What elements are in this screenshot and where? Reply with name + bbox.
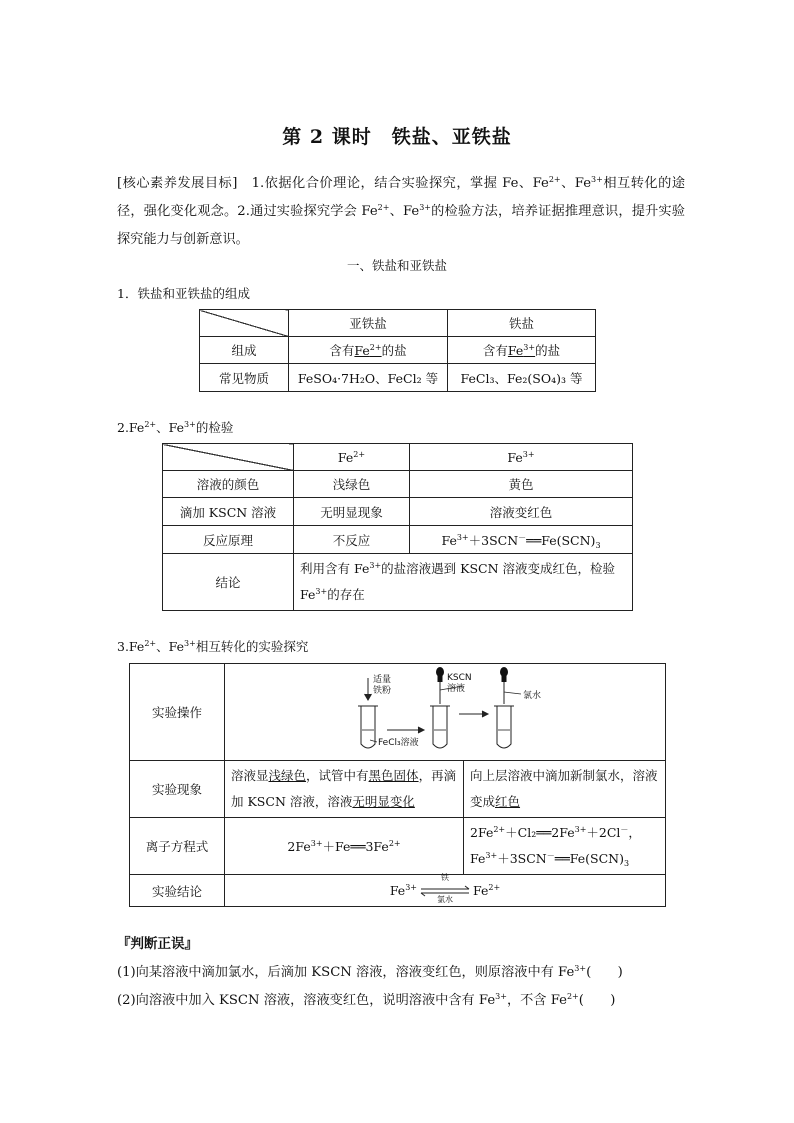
- reversible-arrow: [417, 873, 473, 905]
- heading-text: 、Fe: [156, 420, 185, 435]
- ion-charge: 3+: [184, 420, 196, 429]
- heading-text: 3.Fe: [117, 639, 145, 654]
- equation-text: 2Fe: [287, 839, 311, 854]
- heading-text: 的检验: [195, 420, 234, 435]
- ion-charge: 3+: [522, 449, 535, 459]
- arrow-label-bottom: 氯水: [437, 895, 453, 905]
- row-label: 滴加 KSCN 溶液: [163, 498, 294, 526]
- ion-symbol: Fe: [473, 882, 489, 898]
- equation-text: ＋Fe══3Fe: [322, 839, 389, 854]
- row-label: 实验结论: [130, 875, 225, 907]
- subheading-1: 1．铁盐和亚铁盐的组成: [117, 286, 250, 301]
- cell-text: 的盐: [535, 343, 561, 358]
- cell-text: 溶液显: [231, 768, 269, 783]
- judge-heading: 『判断正误』: [117, 936, 198, 952]
- table-cell: [225, 875, 666, 907]
- row-label: 溶液的颜色: [163, 471, 294, 498]
- cell-text: 含有: [329, 343, 355, 358]
- ion-charge: 3+: [574, 964, 587, 973]
- ion-symbol: Fe: [337, 449, 354, 465]
- table-cell: [294, 554, 633, 611]
- ion-charge: 2+: [493, 825, 506, 834]
- ion-charge: 3+: [591, 175, 603, 184]
- row-label: 反应原理: [163, 526, 294, 554]
- equation-text: ＋Cl₂══2Fe: [505, 825, 575, 840]
- row-label: 常见物质: [200, 364, 289, 392]
- equation-text: ══Fe(SCN): [526, 532, 596, 548]
- table-cell: 黄色: [410, 471, 633, 498]
- heading-text: 2.Fe: [117, 420, 145, 435]
- cell-text: 向上层溶液中滴加新制氯水，溶液变成: [470, 768, 658, 809]
- table-corner: [163, 444, 294, 471]
- ion-charge: －: [620, 825, 629, 834]
- test-tube-1: [361, 706, 375, 748]
- ion-charge: 3+: [574, 825, 587, 834]
- subscript: 3: [595, 540, 601, 550]
- ion-charge: 2+: [388, 839, 401, 848]
- table-cell: [464, 818, 666, 875]
- heading-text: 、Fe: [156, 639, 185, 654]
- table-header: 亚铁盐: [289, 310, 448, 337]
- table-cell: 溶液变红色: [410, 498, 633, 526]
- equation-text: Fe: [441, 532, 457, 548]
- label-kscn-1: KSCN: [447, 673, 472, 683]
- ion-symbol: Fe: [354, 343, 370, 358]
- goal-text: 、Fe: [560, 176, 592, 191]
- table-cell: [410, 526, 633, 554]
- goal-text: 相互转化的途径，强化变化观念。2.通过实验探究学会 Fe: [117, 176, 686, 219]
- table-cell: [225, 818, 464, 875]
- table-cell: [225, 761, 464, 818]
- test-tube-3: [497, 706, 511, 748]
- row-label: 结论: [163, 554, 294, 611]
- ion-charge: 3+: [456, 532, 469, 542]
- section-heading: 一、铁盐和亚铁盐: [346, 258, 447, 273]
- ion-charge: 2+: [144, 639, 157, 648]
- equation-text: ══Fe(SCN): [554, 851, 624, 866]
- answer-fill: [354, 343, 381, 358]
- ion-charge: 2+: [377, 203, 390, 212]
- answer-fill: 红色: [495, 794, 521, 809]
- test-tube-2: [433, 706, 447, 748]
- ion-charge: 2+: [488, 882, 501, 892]
- label-iron-1: 适量: [373, 675, 392, 685]
- equation-line-1: $2Fe^{2+}+Cl_2══2Fe^{3+}+2Cl^-$，: [470, 825, 641, 840]
- table-cell: [289, 337, 448, 364]
- label-iron-2: 铁粉: [373, 686, 392, 696]
- table-header: [410, 444, 633, 471]
- table-header: 铁盐: [448, 310, 596, 337]
- table-cell: 不反应: [294, 526, 410, 554]
- experiment-diagram: [225, 664, 665, 760]
- ion-charge: 2+: [144, 420, 157, 429]
- equation-text: ＋2Cl: [586, 825, 621, 840]
- dropper-bulb-1: [436, 667, 444, 677]
- subheading-3: [117, 637, 308, 655]
- ion-charge: 3+: [495, 992, 507, 1001]
- goal-text: 、Fe: [389, 204, 420, 219]
- ion-symbol: Fe: [507, 343, 524, 358]
- answer-blank[interactable]: ( ): [578, 993, 616, 1008]
- ion-charge: 3+: [310, 839, 323, 848]
- ion-charge: 3+: [184, 639, 196, 648]
- subscript: 3: [623, 859, 630, 868]
- question-text: (1)向某溶液中滴加氯水，后滴加 KSCN 溶液，溶液变红色，则原溶液中有 Fe: [117, 965, 575, 980]
- experiment-figure-cell: [225, 664, 666, 761]
- table-corner: [200, 310, 289, 337]
- equation-text: ＋3SCN: [468, 532, 519, 548]
- cell-text: ，试管中有: [306, 768, 369, 783]
- heading-text: 相互转化的实验探究: [195, 639, 309, 654]
- label-chlorine: 氯水: [523, 691, 542, 701]
- ion-charge: －: [546, 851, 555, 860]
- row-label: 组成: [200, 337, 289, 364]
- answer-fill: 浅绿色: [268, 768, 307, 783]
- question-1: [117, 961, 623, 980]
- cell-text: 利用含有 Fe: [300, 561, 370, 576]
- ion-charge: 3+: [405, 882, 417, 892]
- question-2: [117, 989, 615, 1008]
- question-text: (2)向溶液中加入 KSCN 溶液，溶液变红色，说明溶液中含有 Fe: [117, 993, 496, 1008]
- table-cell: [448, 337, 596, 364]
- cell-text: ，再滴加 KSCN 溶液，溶液: [231, 768, 457, 809]
- ion-charge: －: [518, 532, 527, 542]
- ion-charge: 3+: [369, 561, 382, 570]
- judge-label: 判断正误: [130, 936, 185, 952]
- ion-charge: 2+: [353, 449, 366, 459]
- table-cell: FeCl₃、Fe₂(SO₄)₃ 等: [448, 364, 596, 392]
- label-kscn-2: 溶液: [447, 684, 466, 694]
- answer-blank[interactable]: ( ): [586, 965, 623, 980]
- equation-line-2: [470, 846, 659, 872]
- answer-fill: 无明显变化: [352, 794, 415, 809]
- ion-charge: 2+: [369, 343, 382, 352]
- cell-text: 含有: [482, 343, 508, 358]
- ion-charge: 3+: [485, 851, 498, 860]
- cell-text: 的盐溶液遇到 KSCN 溶液变成红色，检验 Fe: [300, 561, 616, 602]
- ion-charge: 3+: [523, 343, 536, 352]
- row-label: 离子方程式: [130, 818, 225, 875]
- equation-text: ＋3SCN: [497, 851, 547, 866]
- equation-text: Fe: [470, 851, 486, 866]
- arrow-label-top: 铁: [441, 873, 449, 883]
- page-title: 第 2 课时 铁盐、亚铁盐: [282, 126, 512, 148]
- dropper-bulb-2: [500, 667, 508, 677]
- cell-text: 的存在: [327, 587, 365, 602]
- ion-charge: 3+: [315, 587, 328, 596]
- table-header: [294, 444, 410, 471]
- table-cell: 浅绿色: [294, 471, 410, 498]
- table-detection: [162, 443, 633, 611]
- cell-text: 的盐: [381, 343, 407, 358]
- ion-symbol: Fe: [389, 882, 406, 898]
- ion-charge: 3+: [419, 203, 431, 212]
- row-label: 实验操作: [130, 664, 225, 761]
- row-label: 实验现象: [130, 761, 225, 818]
- goal-label: [核心素养发展目标]: [117, 176, 238, 191]
- ion-charge: 2+: [548, 175, 561, 184]
- table-cell: FeSO₄·7H₂O、FeCl₂ 等: [289, 364, 448, 392]
- table-experiment: [129, 663, 666, 907]
- table-cell: 无明显现象: [294, 498, 410, 526]
- table-composition: [199, 309, 596, 392]
- label-fecl3: FeCl₃溶液: [378, 738, 419, 748]
- subheading-2: [117, 418, 233, 436]
- equation-text: 2Fe: [470, 825, 494, 840]
- goal-text: 的检验方法，培养证据推理意识，提升实验探究能力与创新意识。: [117, 204, 685, 247]
- table-cell: [464, 761, 666, 818]
- goal-text: 1.依据化合价理论，结合实验探究，掌握 Fe、Fe: [251, 176, 549, 191]
- ion-charge: 2+: [566, 992, 579, 1001]
- question-text: ，不含 Fe: [506, 993, 567, 1008]
- answer-fill: [508, 343, 535, 358]
- core-goals-paragraph: [117, 170, 685, 254]
- answer-fill: 黑色固体: [368, 768, 419, 783]
- ion-symbol: Fe: [507, 449, 523, 465]
